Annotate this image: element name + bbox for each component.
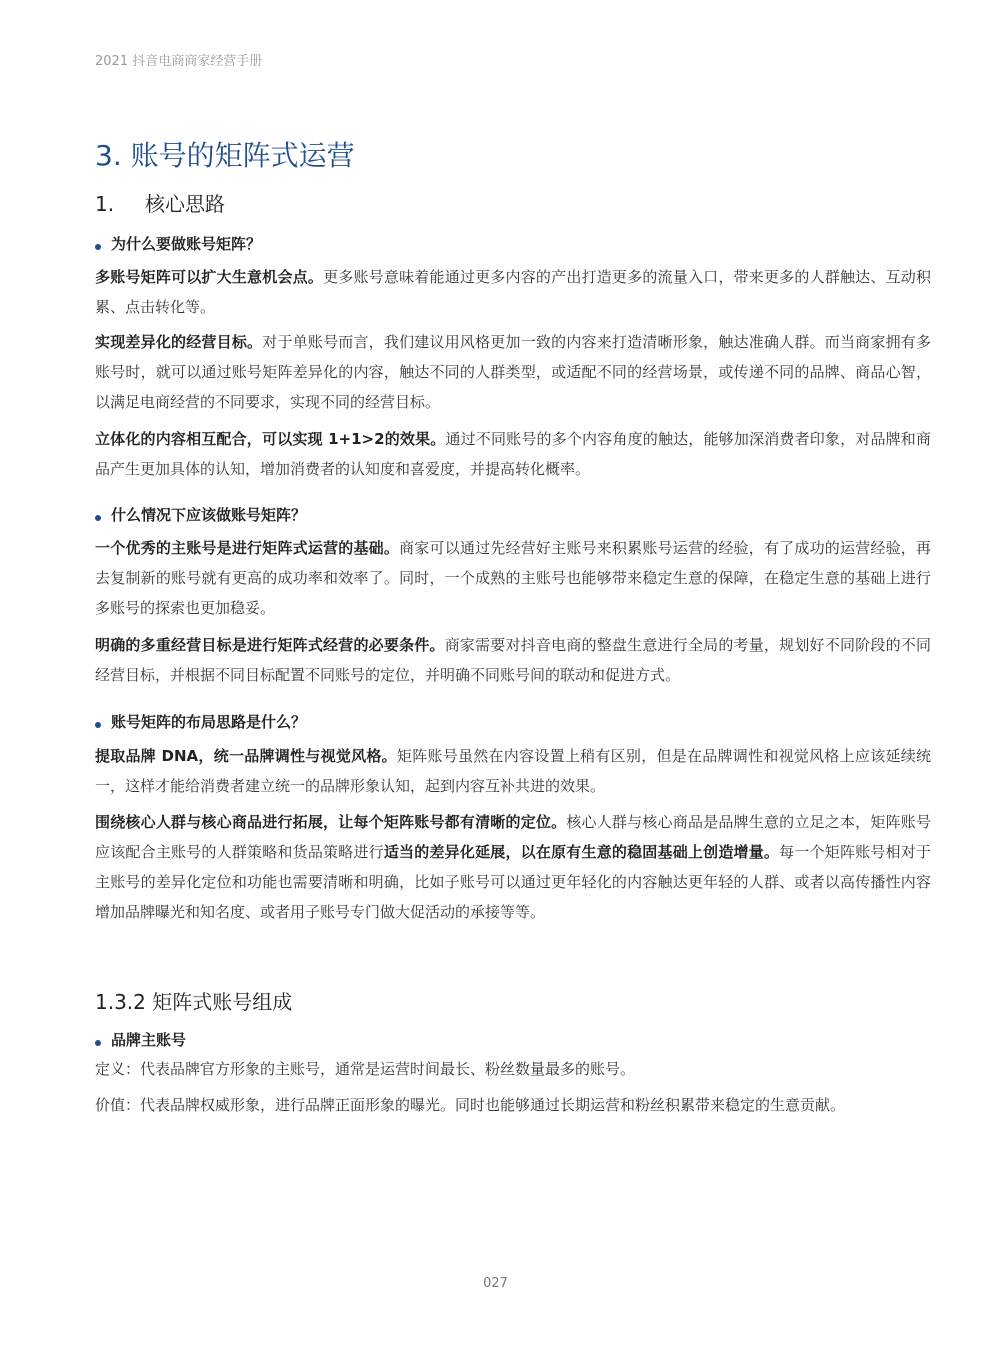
subsection-title-core [95,188,225,217]
paragraph-core-audience [95,807,931,927]
subsection-number: 1. [95,192,115,216]
section-title: 3. 账号的矩阵式运营 [95,139,355,172]
item-brand-main-account [95,1029,186,1050]
paragraph-lead: 提取品牌 DNA，统一品牌调性与视觉风格。 [95,747,397,765]
question-layout-approach [95,711,306,732]
paragraph-expand-opportunities [95,262,931,322]
item-label: 品牌主账号 [111,1031,187,1049]
bullet-dot-icon [95,722,101,728]
paragraph-lead: 立体化的内容相互配合，可以实现 1+1>2的效果。 [95,430,446,448]
paragraph-body: 商家可以通过先经营好主账号来积累账号运营的经验，有了成功的运营经验，再去复制新的账号就有更高的成功率和效率了。同时，一个成熟的主账号也能够带来稳定生意的保障，在稳定生意的基础上进行多账号的探索也更加稳妥。 [95,539,931,617]
value-text: 价值：代表品牌权威形象，进行品牌正面形象的曝光。同时也能够通过长期运营和粉丝积累带来稳定的生意贡献。 [95,1096,846,1114]
paragraph-lead: 多账号矩阵可以扩大生意机会点。 [95,268,324,286]
question-why-matrix [95,233,261,254]
definition-text: 定义：代表品牌官方形象的主账号，通常是运营时间最长、粉丝数量最多的账号。 [95,1060,636,1078]
paragraph-lead: 一个优秀的主账号是进行矩阵式运营的基础。 [95,539,400,557]
running-header: 2021 抖音电商商家经营手册 [95,54,263,69]
paragraph-brand-dna [95,741,931,801]
paragraph-body: 核心人群与核心商品是品牌生意的立足之本，矩阵账号应该配合主账号的人群策略和货品策略进行 [95,813,931,861]
subsection-label: 核心思路 [145,192,225,216]
paragraph-lead: 实现差异化的经营目标。 [95,333,263,351]
bullet-dot-icon [95,244,101,250]
paragraph-content-synergy [95,424,931,484]
page-number: 027 [483,1276,508,1291]
paragraph-lead: 围绕核心人群与核心商品进行拓展，让每个矩阵账号都有清晰的定位。 [95,813,567,831]
bullet-dot-icon [95,515,101,521]
question-label: 账号矩阵的布局思路是什么？ [111,713,307,731]
paragraph-emphasis: 适当的差异化延展，以在原有生意的稳固基础上创造增量。 [383,843,780,861]
bullet-dot-icon [95,1040,101,1046]
paragraph-body: 更多账号意味着能通过更多内容的产出打造更多的流量入口，带来更多的人群触达、互动积累、点击转化等。 [95,268,931,316]
paragraph-main-account-foundation [95,533,931,623]
paragraph-body: 对于单账号而言，我们建议用风格更加一致的内容来打造清晰形象，触达准确人群。而当商家拥有多账号时，就可以通过账号矩阵差异化的内容，触达不同的人群类型，或适配不同的经营场景，或传递不同的品牌、商品心智，以满足电商经营的不同要求，实现不同的经营目标。 [95,333,931,411]
paragraph-body: 矩阵账号虽然在内容设置上稍有区别，但是在品牌调性和视觉风格上应该延续统一，这样才能给消费者建立统一的品牌形象认知，起到内容互补共进的效果。 [95,747,931,795]
paragraph-lead: 明确的多重经营目标是进行矩阵式经营的必要条件。 [95,636,445,654]
paragraph-differentiated-goals [95,327,931,417]
paragraph-body: 通过不同账号的多个内容角度的触达，能够加深消费者印象，对品牌和商品产生更加具体的认知，增加消费者的认知度和喜爱度，并提高转化概率。 [95,430,931,478]
paragraph-body: 商家需要对抖音电商的整盘生意进行全局的考量，规划好不同阶段的不同经营目标，并根据不同目标配置不同账号的定位，并明确不同账号间的联动和促进方式。 [95,636,931,684]
question-when-matrix [95,504,306,525]
question-label: 为什么要做账号矩阵？ [111,235,262,253]
paragraph-body: 每一个矩阵账号相对于主账号的差异化定位和功能也需要清晰和明确，比如子账号可以通过更年轻化的内容触达更年轻的人群、或者以高传播性内容增加品牌曝光和知名度、或者用子账号专门做大促活动的承接等等。 [95,843,931,921]
subsection-title-composition: 1.3.2 矩阵式账号组成 [95,990,293,1014]
paragraph-multiple-goals [95,630,931,690]
question-label: 什么情况下应该做账号矩阵？ [111,506,307,524]
